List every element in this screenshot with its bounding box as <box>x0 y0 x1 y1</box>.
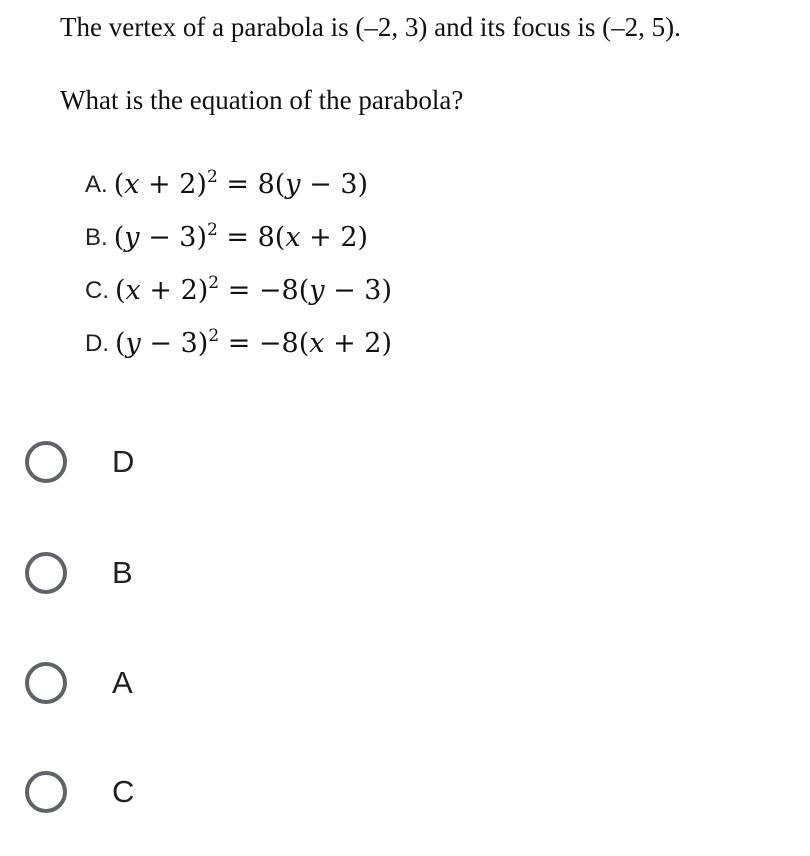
question-text-focus-intro: and its focus is <box>434 12 596 42</box>
choice-letter: B. <box>85 223 108 251</box>
radio-option-label[interactable]: D <box>112 444 135 479</box>
radio-option-label[interactable]: A <box>112 665 133 700</box>
radio-option-b[interactable] <box>0 521 810 621</box>
question-line-1 <box>60 12 681 43</box>
answer-choice-a <box>85 158 392 211</box>
question-line-2: What is the equation of the parabola? <box>60 85 464 115</box>
choice-equation: $(x + 2)^2 = -8(y - 3)$ <box>115 273 392 306</box>
radio-button-icon[interactable] <box>25 552 67 594</box>
radio-option-a[interactable] <box>0 631 810 731</box>
choice-equation: $(y - 3)^2 = 8(x + 2)$ <box>113 220 369 253</box>
answer-choice-b <box>85 211 392 264</box>
choice-equation: $(x + 2)^2 = 8(y - 3)$ <box>113 167 369 200</box>
choice-letter: C. <box>85 276 109 304</box>
radio-button-icon[interactable] <box>25 771 67 813</box>
radio-option-label[interactable]: C <box>112 774 135 809</box>
question-period: . <box>674 12 681 42</box>
radio-option-c[interactable] <box>0 740 810 840</box>
question-text-vertex-intro: The vertex of a parabola is <box>60 12 349 42</box>
radio-option-label[interactable]: B <box>112 555 133 590</box>
choice-letter: A. <box>85 170 108 198</box>
radio-button-icon[interactable] <box>25 441 67 483</box>
vertex-coordinates: (–2, 3) <box>355 12 428 42</box>
answer-choices-list <box>85 158 392 370</box>
focus-coordinates: (–2, 5) <box>602 12 675 42</box>
choice-letter: D. <box>85 329 109 357</box>
answer-choice-c <box>85 264 392 317</box>
answer-choice-d <box>85 317 392 370</box>
question-image <box>0 0 810 370</box>
choice-equation: $(y - 3)^2 = -8(x + 2)$ <box>115 326 392 359</box>
radio-option-d[interactable] <box>0 410 810 510</box>
radio-button-icon[interactable] <box>25 662 67 704</box>
